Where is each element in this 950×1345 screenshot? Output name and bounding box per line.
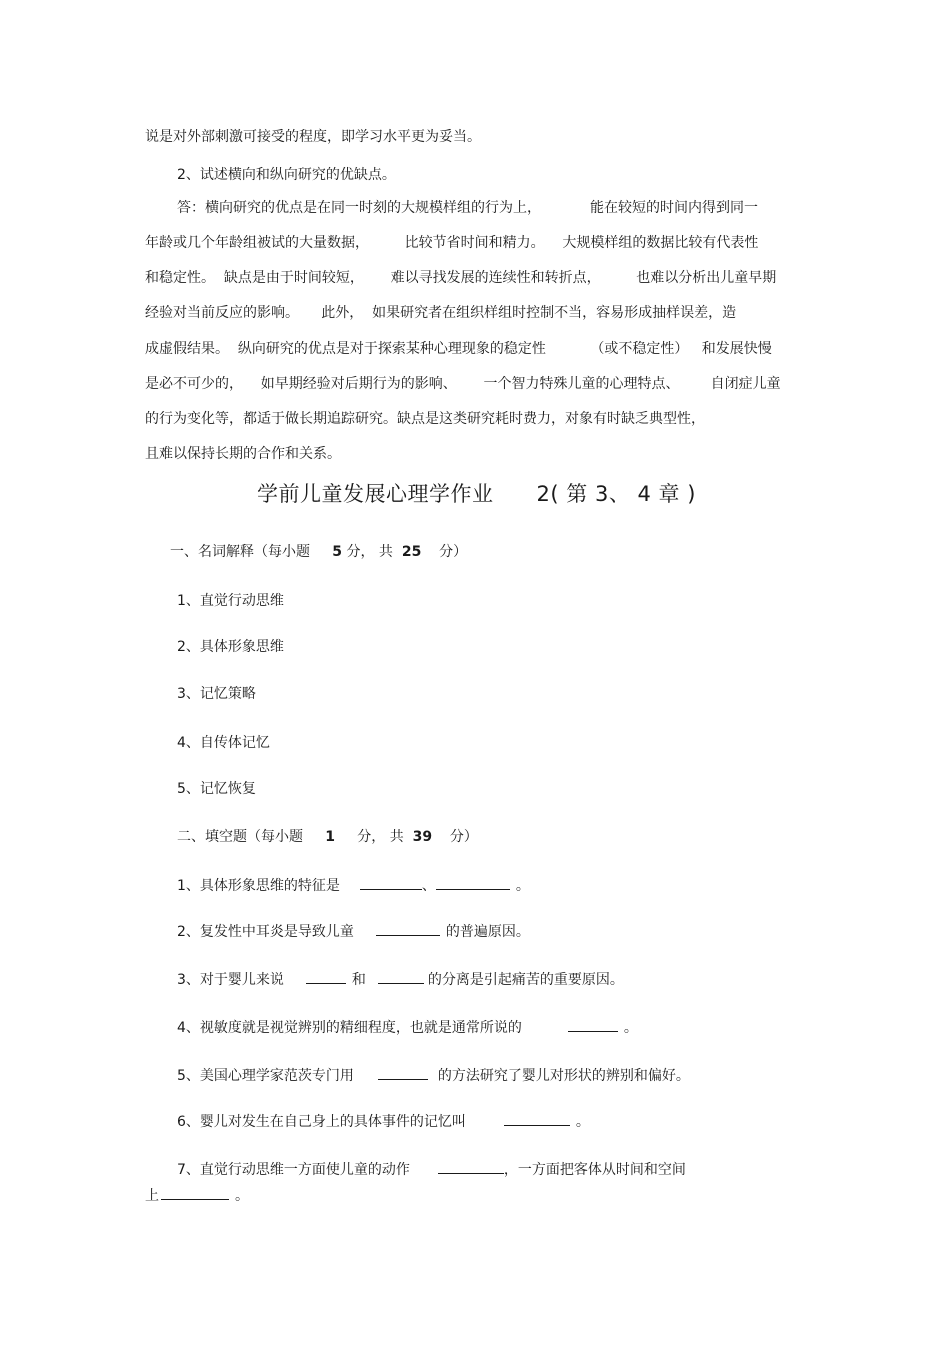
section-2-suffix: 分） [432,829,478,845]
answer-line-6: 是必不可少的， 如早期经验对后期行为的影响、 一个智力特殊儿童的心理特点、 自闭症儿童 [145,376,781,392]
section-1-heading [170,543,467,561]
fill-question-7-continued [145,1186,249,1205]
period: 。 [623,1020,638,1036]
answer-blank[interactable] [436,876,510,890]
question-2: 2、试述横向和纵向研究的优缺点。 [177,167,396,183]
question-text: 5、美国心理学家范茨专门用 [177,1068,354,1084]
answer-blank[interactable] [504,1112,570,1126]
question-text: 2、复发性中耳炎是导致儿童 [177,924,354,940]
period: 。 [515,878,530,894]
section-1-score: 5 [332,544,343,560]
answer-line-7: 的行为变化等，都适于做长期追踪研究。缺点是这类研究耗时费力，对象有时缺乏典型性， [145,411,705,427]
answer-blank[interactable] [568,1018,618,1032]
answer-blank[interactable] [161,1186,229,1200]
answer-blank[interactable] [376,922,440,936]
section-2-prefix: 二、填空题（每小题 [177,829,326,845]
separator: 、 [421,878,436,894]
section-1-prefix: 一、名词解释（每小题 [170,544,333,560]
section-2-score: 1 [325,829,336,845]
fill-question-6 [177,1112,590,1131]
answer-line-2: 年龄或几个年龄组被试的大量数据， 比较节省时间和精力。 大规模样组的数据比较有代表性 [145,235,759,251]
answer-blank[interactable] [438,1160,504,1174]
section-2-total: 39 [412,829,433,845]
period: 。 [235,1188,249,1204]
term-item: 5、记忆恢复 [177,781,256,797]
homework-title: 学前儿童发展心理学作业 2( 第 3、 4 章 ) [257,482,696,506]
term-item: 2、具体形象思维 [177,639,284,655]
answer-line-8: 且难以保持长期的合作和关系。 [145,446,341,462]
answer-blank[interactable] [378,1066,428,1080]
answer-line-4: 经验对当前反应的影响。 此外， 如果研究者在组织样组时控制不当，容易形成抽样误差，造 [145,305,737,321]
question-text: 1、具体形象思维的特征是 [177,878,340,894]
section-1-suffix: 分） [421,544,468,560]
answer-blank[interactable] [306,970,346,984]
term-item: 3、记忆策略 [177,686,256,702]
fill-question-2 [177,922,530,941]
section-1-mid: 分， 共 [342,544,402,560]
section-1-total: 25 [401,544,422,560]
period: 。 [575,1114,590,1130]
answer-line-3: 和稳定性。 缺点是由于时间较短， 难以寻找发展的连续性和转折点， 也难以分析出儿童早期 [145,270,777,286]
question-text: 的分离是引起痛苦的重要原因。 [427,972,624,988]
question-text: 6、婴儿对发生在自己身上的具体事件的记忆叫 [177,1114,466,1130]
question-text: 的方法研究了婴儿对形状的辨别和偏好。 [437,1068,690,1084]
section-2-heading [177,828,478,846]
fill-question-3 [177,970,624,989]
question-text: ，一方面把客体从时间和空间 [503,1162,686,1178]
answer-tail-line: 说是对外部刺激可接受的程度，即学习水平更为妥当。 [145,129,481,145]
question-text: 上 [145,1188,159,1204]
term-item: 4、自传体记忆 [177,735,270,751]
section-2-mid: 分， 共 [335,829,413,845]
answer-line-1: 答：横向研究的优点是在同一时刻的大规模样组的行为上， 能在较短的时间内得到同一 [177,200,758,216]
question-text: 4、视敏度就是视觉辨别的精细程度，也就是通常所说的 [177,1020,522,1036]
answer-blank[interactable] [360,876,422,890]
fill-question-4 [177,1018,638,1037]
question-text: 7、直觉行动思维一方面使儿童的动作 [177,1162,410,1178]
fill-question-5 [177,1066,690,1085]
conjunction: 和 [351,972,366,988]
term-item: 1、直觉行动思维 [177,593,284,609]
answer-line-5: 成虚假结果。 纵向研究的优点是对于探索某种心理现象的稳定性 （或不稳定性） 和发展快慢 [145,341,772,357]
answer-blank[interactable] [378,970,424,984]
fill-question-1 [177,876,530,895]
fill-question-7 [177,1160,686,1179]
question-text: 的普遍原因。 [445,924,530,940]
question-text: 3、对于婴儿来说 [177,972,284,988]
